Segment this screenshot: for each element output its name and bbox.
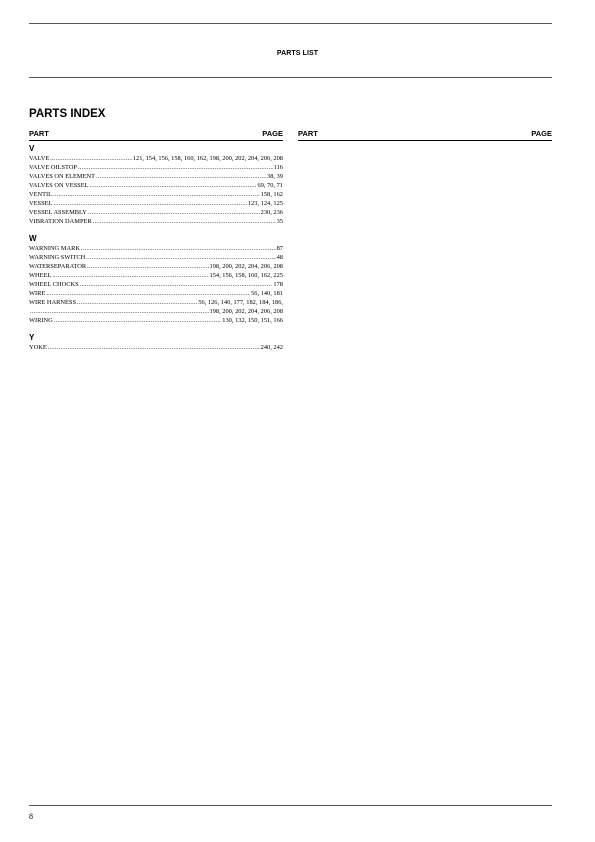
dot-leader (54, 316, 222, 325)
header-rule (29, 77, 552, 78)
entry-page-numbers: 56, 126, 140, 177, 182, 184, 186, (198, 299, 283, 306)
entry-page-numbers: 87 (276, 245, 283, 252)
dot-leader (77, 298, 197, 307)
index-entry (29, 316, 283, 325)
dot-leader (81, 244, 276, 253)
index-entry (29, 280, 283, 289)
dot-leader (52, 271, 208, 280)
entry-part-name: VENTIL (29, 191, 53, 198)
column-header-page: PAGE (262, 129, 283, 138)
column-header-part: PART (298, 129, 318, 138)
entry-page-numbers: 35 (276, 218, 283, 225)
entry-page-numbers: 116 (273, 164, 283, 171)
column-header-left (29, 129, 283, 141)
column-header-right (298, 129, 552, 141)
index-entry (29, 307, 283, 316)
entry-part-name: VESSEL ASSEMBLY (29, 209, 87, 216)
entry-page-numbers: 198, 200, 202, 204, 206, 208 (209, 308, 283, 315)
entry-page-numbers: 154, 156, 158, 160, 162, 225 (209, 272, 283, 279)
running-header: PARTS LIST (276, 50, 319, 57)
entry-part-name: WARNING MARK (29, 245, 80, 252)
index-entry (29, 181, 283, 190)
entry-page-numbers: 178 (273, 281, 283, 288)
index-group (29, 333, 283, 352)
page-number: 8 (29, 812, 33, 821)
index-group (29, 234, 283, 325)
entry-part-name: WIRE (29, 290, 46, 297)
entry-part-name: VALVE OILSTOP (29, 164, 77, 171)
entry-part-name: VALVES ON VESSEL (29, 182, 89, 189)
dot-leader (50, 154, 132, 163)
index-entry (29, 244, 283, 253)
entry-page-numbers: 230, 236 (260, 209, 283, 216)
entry-page-numbers: 198, 200, 202, 204, 206, 208 (209, 263, 283, 270)
column-header-part: PART (29, 129, 49, 138)
index-entry (29, 190, 283, 199)
entry-page-numbers: 240, 242 (260, 344, 283, 351)
entry-part-name: VIBRATION DAMPER (29, 218, 92, 225)
entry-part-name: VESSEL (29, 200, 53, 207)
index-entry (29, 289, 283, 298)
dot-leader (46, 289, 250, 298)
dot-leader (96, 172, 266, 181)
index-entry (29, 208, 283, 217)
entry-page-numbers: 69, 70, 71 (257, 182, 283, 189)
index-entry (29, 298, 283, 307)
index-entry (29, 262, 283, 271)
entry-part-name: WHEEL (29, 272, 52, 279)
entry-part-name: WHEEL CHOCKS (29, 281, 79, 288)
entry-part-name: WIRE HARNESS (29, 299, 77, 306)
entry-part-name: VALVES ON ELEMENT (29, 173, 96, 180)
entry-page-numbers: 130, 132, 150, 151, 166 (222, 317, 283, 324)
dot-leader (80, 280, 273, 289)
dot-leader (93, 217, 276, 226)
footer-rule (29, 805, 552, 806)
group-letter: Y (29, 333, 35, 342)
entry-page-numbers: 56, 140, 181 (251, 290, 283, 297)
index-entry (29, 217, 283, 226)
index-entry (29, 343, 283, 352)
top-rule (29, 23, 552, 24)
index-entry (29, 199, 283, 208)
dot-leader (53, 199, 246, 208)
index-entry (29, 172, 283, 181)
index-entry (29, 271, 283, 280)
index-entry (29, 154, 283, 163)
index-entry (29, 163, 283, 172)
entry-page-numbers: 121, 154, 156, 158, 160, 162, 198, 200, 202, 204, 206, 208 (132, 155, 283, 162)
dot-leader (90, 181, 257, 190)
entry-part-name: WARNING SWITCH (29, 254, 86, 261)
entry-page-numbers: 38, 39 (267, 173, 283, 180)
dot-leader (48, 343, 260, 352)
dot-leader (78, 163, 273, 172)
dot-leader (30, 307, 209, 316)
entry-part-name: YOKE (29, 344, 47, 351)
entry-page-numbers: 158, 162 (260, 191, 283, 198)
dot-leader (87, 262, 208, 271)
index-group (29, 144, 283, 226)
entry-page-numbers: 123, 124, 125 (247, 200, 283, 207)
entry-part-name: WATERSEPARATOR (29, 263, 87, 270)
entry-part-name: WIRING (29, 317, 53, 324)
entry-part-name: VALVE (29, 155, 50, 162)
dot-leader (53, 190, 260, 199)
dot-leader (86, 253, 275, 262)
column-header-page: PAGE (531, 129, 552, 138)
entry-page-numbers: 48 (276, 254, 283, 261)
index-column-left (29, 144, 283, 360)
group-letter: V (29, 144, 35, 153)
index-entry (29, 253, 283, 262)
group-letter: W (29, 234, 37, 243)
page-title: PARTS INDEX (29, 108, 106, 120)
dot-leader (88, 208, 260, 217)
